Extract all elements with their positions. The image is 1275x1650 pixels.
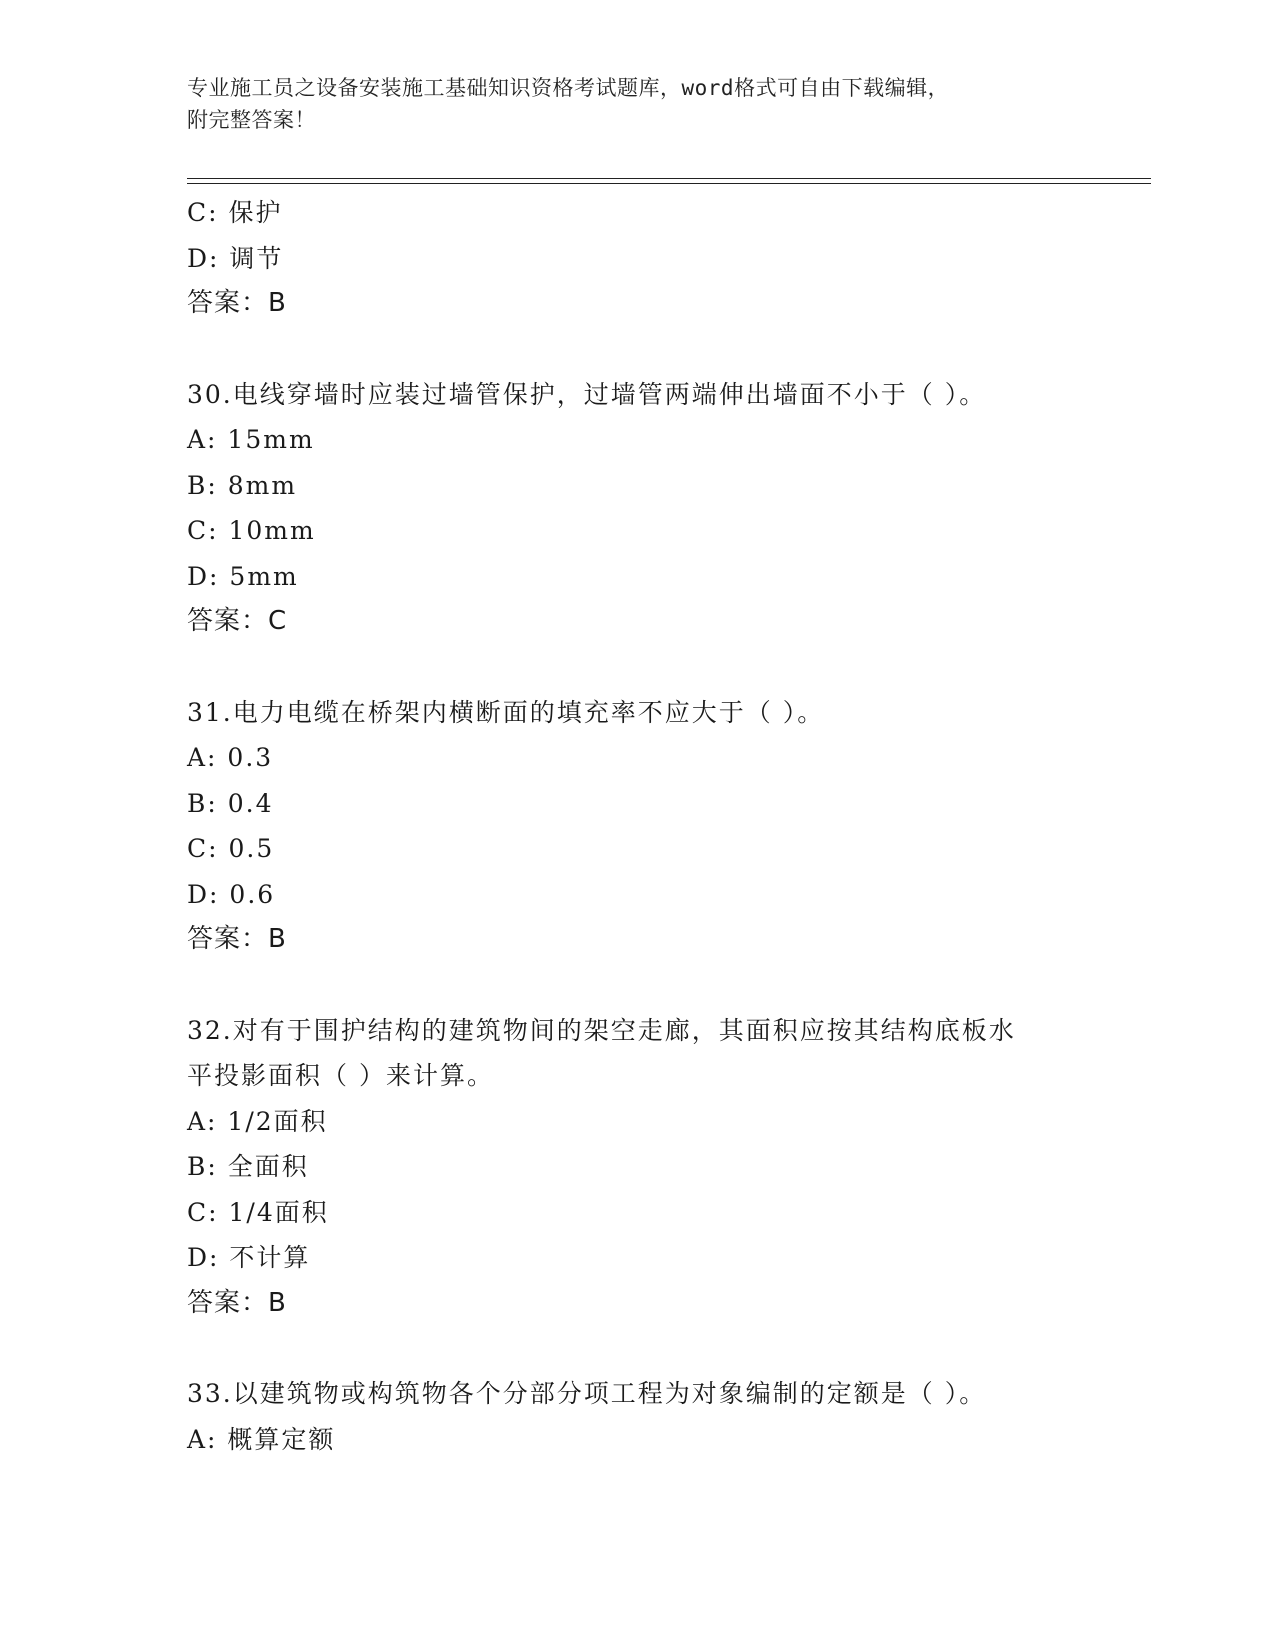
question-stem: 33.以建筑物或构筑物各个分部分项工程为对象编制的定额是（ ）。 [187,1379,987,1408]
option-a: A: 15mm [187,425,315,454]
option-a: A: 1/2面积 [187,1106,328,1136]
option-c: C: 0.5 [187,834,275,863]
answer-line: 答案：B [187,924,287,954]
question-stem: 30.电线穿墙时应装过墙管保护，过墙管两端伸出墙面不小于（ ）。 [187,379,987,409]
question-stem: 32.对有于围护结构的建筑物间的架空走廊，其面积应按其结构底板水 [187,1015,1016,1045]
option-a: A: 概算定额 [187,1424,336,1454]
option-b: B: 0.4 [187,788,274,818]
answer-line: 答案：B [187,288,287,318]
document-header [187,72,1067,136]
spacer [187,327,1087,372]
spacer [187,1326,1087,1371]
option-d: D: 0.6 [187,879,276,909]
question-list [187,190,1087,1462]
answer-line: 答案：B [187,1287,287,1318]
header-line-1: 专业施工员之设备安装施工基础知识资格考试题库，word格式可自由下载编辑， [187,76,950,100]
spacer [187,963,1087,1008]
option-c: C: 1/4面积 [187,1197,329,1227]
question-29-fragment [187,190,1087,327]
header-divider-top [187,178,1151,179]
header-divider-bottom [187,183,1151,184]
question-31 [187,690,1087,963]
spacer [187,645,1087,690]
option-c: C: 保护 [187,198,283,227]
question-33 [187,1371,1087,1462]
option-d: D: 5mm [187,561,299,591]
option-c: C: 10mm [187,516,316,545]
question-30 [187,372,1087,645]
option-d: D: 不计算 [187,1243,311,1272]
answer-line: 答案：C [187,606,288,636]
option-d: D: 调节 [187,243,284,273]
question-stem: 31.电力电缆在桥架内横断面的填充率不应大于（ ）。 [187,697,825,727]
question-32 [187,1008,1087,1327]
option-b: B: 全面积 [187,1152,309,1181]
option-a: A: 0.3 [187,743,274,772]
header-line-2: 附完整答案！ [187,108,316,132]
question-stem-continued: 平投影面积（ ）来计算。 [187,1061,494,1090]
option-b: B: 8mm [187,470,298,500]
